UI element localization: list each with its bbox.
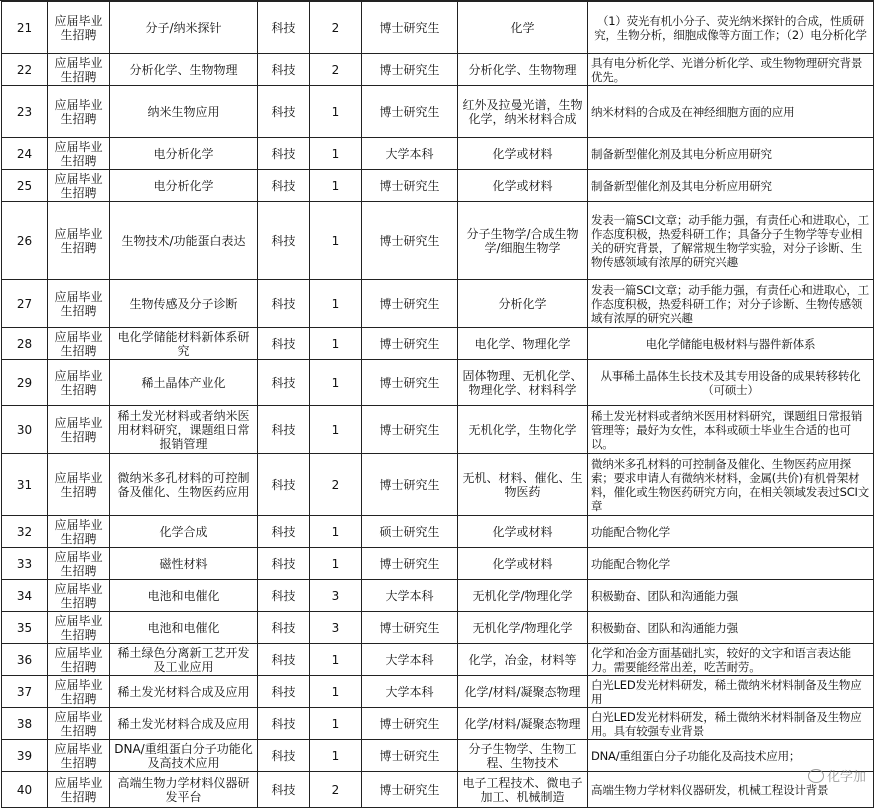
wechat-icon [808, 769, 824, 783]
row-degree: 博士研究生 [362, 86, 458, 138]
row-count: 3 [310, 580, 362, 612]
row-type: 应届毕业生招聘 [48, 328, 110, 360]
recruitment-table [1, 1, 874, 808]
table-row [2, 548, 874, 580]
row-degree: 大学本科 [362, 676, 458, 708]
table-row [2, 280, 874, 328]
row-major: 红外及拉曼光谱，生物化学，纳米材料合成 [458, 86, 588, 138]
row-category: 科技 [258, 2, 310, 54]
row-category: 科技 [258, 644, 310, 676]
table-row [2, 708, 874, 740]
table-row [2, 676, 874, 708]
row-number: 37 [2, 676, 48, 708]
row-number: 40 [2, 772, 48, 808]
row-degree: 博士研究生 [362, 54, 458, 86]
row-count: 2 [310, 2, 362, 54]
row-type: 应届毕业生招聘 [48, 740, 110, 772]
row-major: 化学或材料 [458, 138, 588, 170]
row-major: 无机化学/物理化学 [458, 580, 588, 612]
row-major: 化学 [458, 2, 588, 54]
watermark [808, 766, 866, 785]
row-direction: 电池和电催化 [110, 612, 258, 644]
row-major: 电化学、物理化学 [458, 328, 588, 360]
row-requirement: 微纳米多孔材料的可控制备及催化、生物医药应用探索；要求申请人有微纳米材料，金属(共价)有机骨架材料，催化或生物医药研究方向，在相关领域发表过SCI文章 [588, 454, 874, 516]
row-count: 1 [310, 360, 362, 406]
row-number: 22 [2, 54, 48, 86]
row-type: 应届毕业生招聘 [48, 138, 110, 170]
row-requirement: 发表一篇SCI文章；动手能力强，有责任心和进取心，工作态度积极，热爱科研工作；具备分子生物学等专业相关的研究背景，了解常规生物学实验，对分子诊断、生物传感领域有浓厚的研究兴趣 [588, 202, 874, 280]
table-row [2, 772, 874, 808]
row-direction: 稀土发光材料合成及应用 [110, 676, 258, 708]
row-count: 1 [310, 86, 362, 138]
row-direction: 微纳米多孔材料的可控制备及催化、生物医药应用 [110, 454, 258, 516]
row-number: 31 [2, 454, 48, 516]
row-direction: DNA/重组蛋白分子功能化及高技术应用 [110, 740, 258, 772]
row-type: 应届毕业生招聘 [48, 772, 110, 808]
row-count: 1 [310, 202, 362, 280]
row-degree: 博士研究生 [362, 740, 458, 772]
row-number: 39 [2, 740, 48, 772]
row-major: 电子工程技术、微电子加工、机械制造 [458, 772, 588, 808]
row-direction: 电化学储能材料新体系研究 [110, 328, 258, 360]
row-requirement: 高端生物力学材料仪器研发，机械工程设计背景 [588, 772, 874, 808]
row-type: 应届毕业生招聘 [48, 54, 110, 86]
table-row [2, 644, 874, 676]
row-category: 科技 [258, 454, 310, 516]
row-category: 科技 [258, 406, 310, 454]
row-count: 1 [310, 328, 362, 360]
row-number: 34 [2, 580, 48, 612]
row-requirement: 制备新型催化剂及其电分析应用研究 [588, 138, 874, 170]
row-count: 1 [310, 406, 362, 454]
row-count: 1 [310, 708, 362, 740]
row-degree: 博士研究生 [362, 280, 458, 328]
row-degree: 硕士研究生 [362, 516, 458, 548]
row-type: 应届毕业生招聘 [48, 612, 110, 644]
row-category: 科技 [258, 328, 310, 360]
row-direction: 稀土绿色分离新工艺开发及工业应用 [110, 644, 258, 676]
row-requirement: 积极勤奋、团队和沟通能力强 [588, 612, 874, 644]
row-count: 1 [310, 516, 362, 548]
row-category: 科技 [258, 280, 310, 328]
table-row [2, 170, 874, 202]
row-direction: 化学合成 [110, 516, 258, 548]
row-count: 2 [310, 454, 362, 516]
row-count: 1 [310, 138, 362, 170]
row-count: 1 [310, 280, 362, 328]
row-degree: 博士研究生 [362, 548, 458, 580]
row-number: 35 [2, 612, 48, 644]
row-type: 应届毕业生招聘 [48, 280, 110, 328]
row-number: 21 [2, 2, 48, 54]
row-count: 1 [310, 676, 362, 708]
row-direction: 纳米生物应用 [110, 86, 258, 138]
row-degree: 大学本科 [362, 644, 458, 676]
row-degree: 博士研究生 [362, 328, 458, 360]
row-type: 应届毕业生招聘 [48, 2, 110, 54]
row-direction: 稀土发光材料或者纳米医用材料研究，课题组日常报销管理 [110, 406, 258, 454]
table-row [2, 328, 874, 360]
row-category: 科技 [258, 138, 310, 170]
row-number: 24 [2, 138, 48, 170]
row-count: 1 [310, 170, 362, 202]
row-number: 28 [2, 328, 48, 360]
row-major: 无机化学，生物化学 [458, 406, 588, 454]
row-degree: 博士研究生 [362, 708, 458, 740]
row-major: 分子生物学/合成生物学/细胞生物学 [458, 202, 588, 280]
row-number: 26 [2, 202, 48, 280]
table-row [2, 612, 874, 644]
row-major: 分析化学 [458, 280, 588, 328]
row-type: 应届毕业生招聘 [48, 170, 110, 202]
row-type: 应届毕业生招聘 [48, 406, 110, 454]
row-count: 1 [310, 644, 362, 676]
row-number: 33 [2, 548, 48, 580]
row-number: 25 [2, 170, 48, 202]
table-row [2, 406, 874, 454]
row-major: 化学或材料 [458, 548, 588, 580]
row-requirement: 功能配合物化学 [588, 516, 874, 548]
row-requirement: 发表一篇SCI文章；动手能力强，有责任心和进取心，工作态度积极，热爱科研工作；对分子诊断、生物传感领域有浓厚的研究兴趣 [588, 280, 874, 328]
row-direction: 生物技术/功能蛋白表达 [110, 202, 258, 280]
row-number: 32 [2, 516, 48, 548]
row-count: 1 [310, 548, 362, 580]
row-count: 3 [310, 612, 362, 644]
row-type: 应届毕业生招聘 [48, 202, 110, 280]
row-degree: 博士研究生 [362, 2, 458, 54]
row-degree: 博士研究生 [362, 612, 458, 644]
row-requirement: 白光LED发光材料研发，稀土微纳米材料制备及生物应用。具有较强专业背景 [588, 708, 874, 740]
row-type: 应届毕业生招聘 [48, 548, 110, 580]
row-direction: 分析化学、生物物理 [110, 54, 258, 86]
row-direction: 电分析化学 [110, 170, 258, 202]
row-category: 科技 [258, 740, 310, 772]
row-requirement: 稀土发光材料或者纳米医用材料研究，课题组日常报销管理等；最好为女性，本科或硕士毕业生合适的也可以。 [588, 406, 874, 454]
row-direction: 分子/纳米探针 [110, 2, 258, 54]
row-direction: 磁性材料 [110, 548, 258, 580]
row-category: 科技 [258, 580, 310, 612]
row-category: 科技 [258, 86, 310, 138]
row-requirement: 电化学储能电极材料与器件新体系 [588, 328, 874, 360]
row-category: 科技 [258, 202, 310, 280]
row-requirement: DNA/重组蛋白分子功能化及高技术应用； [588, 740, 874, 772]
row-major: 无机化学/物理化学 [458, 612, 588, 644]
row-degree: 博士研究生 [362, 454, 458, 516]
table-row [2, 580, 874, 612]
row-major: 分析化学、生物物理 [458, 54, 588, 86]
row-type: 应届毕业生招聘 [48, 86, 110, 138]
table-row [2, 2, 874, 54]
row-category: 科技 [258, 612, 310, 644]
row-type: 应届毕业生招聘 [48, 454, 110, 516]
row-requirement: 化学和冶金方面基础扎实，较好的文字和语言表达能力。需要能经常出差，吃苦耐劳。 [588, 644, 874, 676]
row-number: 36 [2, 644, 48, 676]
row-type: 应届毕业生招聘 [48, 676, 110, 708]
row-major: 化学/材料/凝聚态物理 [458, 708, 588, 740]
row-category: 科技 [258, 676, 310, 708]
table-row [2, 138, 874, 170]
table-body [2, 2, 874, 808]
row-requirement: 纳米材料的合成及在神经细胞方面的应用 [588, 86, 874, 138]
row-degree: 博士研究生 [362, 772, 458, 808]
row-requirement: 从事稀土晶体生长技术及其专用设备的成果转移转化（可硕士） [588, 360, 874, 406]
row-degree: 博士研究生 [362, 360, 458, 406]
table-row [2, 360, 874, 406]
row-degree: 博士研究生 [362, 202, 458, 280]
table-row [2, 740, 874, 772]
row-category: 科技 [258, 54, 310, 86]
watermark-text: 化学加 [826, 770, 866, 785]
row-direction: 稀土晶体产业化 [110, 360, 258, 406]
row-requirement: 制备新型催化剂及其电分析应用研究 [588, 170, 874, 202]
row-type: 应届毕业生招聘 [48, 644, 110, 676]
row-count: 2 [310, 772, 362, 808]
row-major: 化学或材料 [458, 516, 588, 548]
row-direction: 稀土发光材料合成及应用 [110, 708, 258, 740]
table-row [2, 54, 874, 86]
row-direction: 电池和电催化 [110, 580, 258, 612]
row-direction: 电分析化学 [110, 138, 258, 170]
row-major: 固体物理、无机化学、物理化学、材料科学 [458, 360, 588, 406]
table-row [2, 516, 874, 548]
row-category: 科技 [258, 708, 310, 740]
row-count: 1 [310, 740, 362, 772]
row-requirement: 功能配合物化学 [588, 548, 874, 580]
row-major: 化学/材料/凝聚态物理 [458, 676, 588, 708]
row-type: 应届毕业生招聘 [48, 708, 110, 740]
row-category: 科技 [258, 360, 310, 406]
row-requirement: 具有电分析化学、光谱分析化学、或生物物理研究背景优先。 [588, 54, 874, 86]
row-type: 应届毕业生招聘 [48, 516, 110, 548]
row-requirement: 白光LED发光材料研发，稀土微纳米材料制备及生物应用 [588, 676, 874, 708]
row-major: 化学，冶金，材料等 [458, 644, 588, 676]
row-type: 应届毕业生招聘 [48, 360, 110, 406]
row-category: 科技 [258, 548, 310, 580]
row-degree: 博士研究生 [362, 406, 458, 454]
row-major: 化学或材料 [458, 170, 588, 202]
row-direction: 高端生物力学材料仪器研发平台 [110, 772, 258, 808]
table-row [2, 202, 874, 280]
row-major: 分子生物学、生物工程、生物技术 [458, 740, 588, 772]
row-degree: 大学本科 [362, 580, 458, 612]
table-row [2, 454, 874, 516]
row-category: 科技 [258, 516, 310, 548]
row-count: 2 [310, 54, 362, 86]
row-type: 应届毕业生招聘 [48, 580, 110, 612]
row-direction: 生物传感及分子诊断 [110, 280, 258, 328]
row-degree: 博士研究生 [362, 170, 458, 202]
row-major: 无机、材料、催化、生物医药 [458, 454, 588, 516]
row-requirement: （1）荧光有机小分子、荧光纳米探针的合成，性质研究，生物分析，细胞成像等方面工作；（2）电分析化学 [588, 2, 874, 54]
row-number: 27 [2, 280, 48, 328]
row-degree: 大学本科 [362, 138, 458, 170]
row-category: 科技 [258, 170, 310, 202]
table-row [2, 86, 874, 138]
row-number: 23 [2, 86, 48, 138]
row-number: 29 [2, 360, 48, 406]
row-requirement: 积极勤奋、团队和沟通能力强 [588, 580, 874, 612]
row-category: 科技 [258, 772, 310, 808]
row-number: 38 [2, 708, 48, 740]
row-number: 30 [2, 406, 48, 454]
